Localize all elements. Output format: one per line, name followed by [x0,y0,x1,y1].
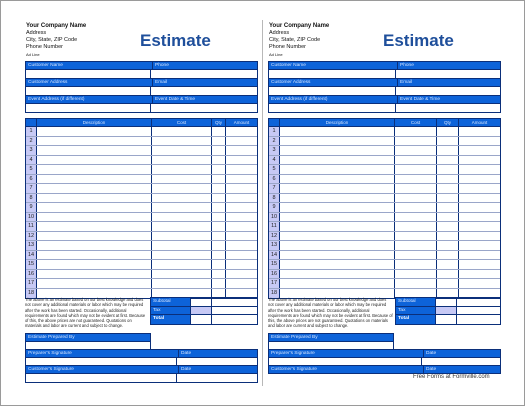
form-divider [262,20,263,386]
table-row[interactable]: 6 [26,175,257,185]
table-row[interactable]: 11 [26,222,257,232]
company-address: Address [269,30,290,36]
customer-signature-input[interactable] [25,374,258,383]
customer-address-row[interactable] [25,78,258,87]
total-row[interactable] [396,315,500,324]
prepared-by-input[interactable] [268,342,394,349]
table-row[interactable]: 16 [269,270,500,280]
prepared-by-label: Estimate Prepared By [271,335,318,340]
disclaimer-text: The above is an estimate based on our best knowledge and does not cover any additional materials or labor which may be required after the work has been started. Occasionally, additional requirements are found which may not be evident at first. Because of this, the above prices are not guaranteed. Quotations on materials and labor are current and subject to change. [25,297,146,329]
table-header [269,119,500,127]
table-body [26,127,257,298]
table-row[interactable]: 1 [26,127,257,137]
preparer-date-label: Date [423,350,500,357]
customer-name-input-row[interactable] [268,70,501,78]
table-row[interactable]: 12 [26,232,257,242]
customer-address-input-row[interactable] [268,87,501,95]
customer-name-row[interactable] [25,61,258,70]
header-amount: Amount [225,119,257,126]
tax-row[interactable] [151,307,257,316]
company-name: Your Company Name [269,23,330,29]
tax-label: Tax [396,307,435,315]
prepared-by-row[interactable] [25,333,151,342]
preparer-signature-input[interactable] [25,358,258,365]
table-row[interactable]: 16 [26,270,257,280]
header-qty: Qty [211,119,225,126]
header-description: Description [36,119,151,126]
total-label: Total [396,315,435,324]
table-row[interactable]: 10 [269,213,500,223]
totals-box [395,297,501,325]
customer-signature-label: Customer's Signature [28,367,74,372]
table-row[interactable]: 12 [269,232,500,242]
table-row[interactable]: 13 [269,241,500,251]
table-body [269,127,500,298]
preparer-date-label: Date [178,350,257,357]
company-ad-line: Ad Line [269,52,283,57]
event-address-row[interactable] [268,95,501,104]
total-row[interactable] [151,315,257,324]
table-row[interactable]: 11 [269,222,500,232]
header-description: Description [279,119,394,126]
table-row[interactable]: 5 [269,165,500,175]
table-row[interactable]: 13 [26,241,257,251]
company-address: Address [26,30,47,36]
table-header [26,119,257,127]
preparer-signature-row[interactable] [25,349,258,358]
prepared-by-input[interactable] [25,342,151,349]
table-row[interactable]: 5 [26,165,257,175]
header-amount: Amount [458,119,500,126]
table-row[interactable]: 14 [269,251,500,261]
table-row[interactable]: 2 [269,137,500,147]
event-date-time-label: Event Date & Time [152,96,257,103]
table-row[interactable]: 7 [26,184,257,194]
table-row[interactable]: 9 [26,203,257,213]
event-address-input-row[interactable] [25,104,258,113]
event-date-time-label: Event Date & Time [397,96,500,103]
table-row[interactable]: 1 [269,127,500,137]
event-address-label: Event Address (if different) [271,97,328,102]
customer-name-label: Customer Name [28,63,63,68]
table-row[interactable]: 17 [269,279,500,289]
estimate-form-right [264,0,526,408]
table-row[interactable]: 17 [26,279,257,289]
table-row[interactable]: 10 [26,213,257,223]
event-address-input-row[interactable] [268,104,501,113]
company-city-state-zip: City, State, ZIP Code [26,37,78,43]
table-row[interactable]: 6 [269,175,500,185]
company-name: Your Company Name [26,23,87,29]
form-title: Estimate [140,31,211,50]
tax-row[interactable] [396,307,500,316]
preparer-signature-row[interactable] [268,349,501,358]
customer-date-label: Date [423,366,500,373]
customer-address-label: Customer Address [271,80,311,85]
line-items-table [25,118,258,299]
table-row[interactable]: 8 [26,194,257,204]
table-row[interactable]: 15 [26,260,257,270]
header-cost: Cost [151,119,211,126]
total-label: Total [151,315,190,324]
preparer-signature-label: Preparer's Signature [271,351,315,356]
disclaimer-text: The above is an estimate based on our best knowledge and does not cover any additional materials or labor which may be required after the work has been started. Occasionally, additional requirements are found which may not be evident at first. Because of this, the above prices are not guaranteed. Quotations on materials and labor are current and subject to change. [268,297,393,329]
footer-credit: Free Forms at Formville.com [413,374,490,380]
subtotal-row[interactable] [151,298,257,307]
table-row[interactable]: 3 [269,146,500,156]
customer-signature-row[interactable] [268,365,501,374]
line-items-table [268,118,501,299]
table-row[interactable]: 15 [269,260,500,270]
totals-box [150,297,258,325]
event-address-label: Event Address (if different) [28,97,85,102]
customer-name-row[interactable] [268,61,501,70]
subtotal-label: Subtotal [151,298,190,306]
preparer-signature-label: Preparer's Signature [28,351,72,356]
table-row[interactable]: 3 [26,146,257,156]
subtotal-label: Subtotal [396,298,435,306]
email-label: Email [152,79,257,86]
subtotal-row[interactable] [396,298,500,307]
customer-address-input-row[interactable] [25,87,258,95]
header-qty: Qty [436,119,458,126]
preparer-signature-input[interactable] [268,358,501,365]
table-row[interactable]: 7 [269,184,500,194]
company-block [269,23,329,58]
customer-signature-label: Customer's Signature [271,367,317,372]
table-row[interactable]: 9 [269,203,500,213]
company-city-state-zip: City, State, ZIP Code [269,37,321,43]
company-phone: Phone Number [26,44,63,50]
header-cost: Cost [394,119,436,126]
table-row[interactable]: 18 [269,289,500,299]
prepared-by-row[interactable] [268,333,394,342]
customer-address-label: Customer Address [28,80,68,85]
customer-date-label: Date [178,366,257,373]
table-row[interactable]: 2 [26,137,257,147]
table-row[interactable]: 18 [26,289,257,299]
tax-label: Tax [151,307,190,315]
company-phone: Phone Number [269,44,306,50]
prepared-by-label: Estimate Prepared By [28,335,75,340]
phone-label: Phone [397,62,500,69]
estimate-form-left [0,0,262,408]
phone-label: Phone [152,62,257,69]
customer-name-label: Customer Name [271,63,306,68]
table-row[interactable]: 4 [269,156,500,166]
table-row[interactable]: 14 [26,251,257,261]
customer-signature-row[interactable] [25,365,258,374]
company-ad-line: Ad Line [26,52,40,57]
event-address-row[interactable] [25,95,258,104]
table-row[interactable]: 4 [26,156,257,166]
customer-name-input-row[interactable] [25,70,258,78]
table-row[interactable]: 8 [269,194,500,204]
customer-address-row[interactable] [268,78,501,87]
form-title: Estimate [383,31,454,50]
company-block [26,23,86,58]
email-label: Email [397,79,500,86]
